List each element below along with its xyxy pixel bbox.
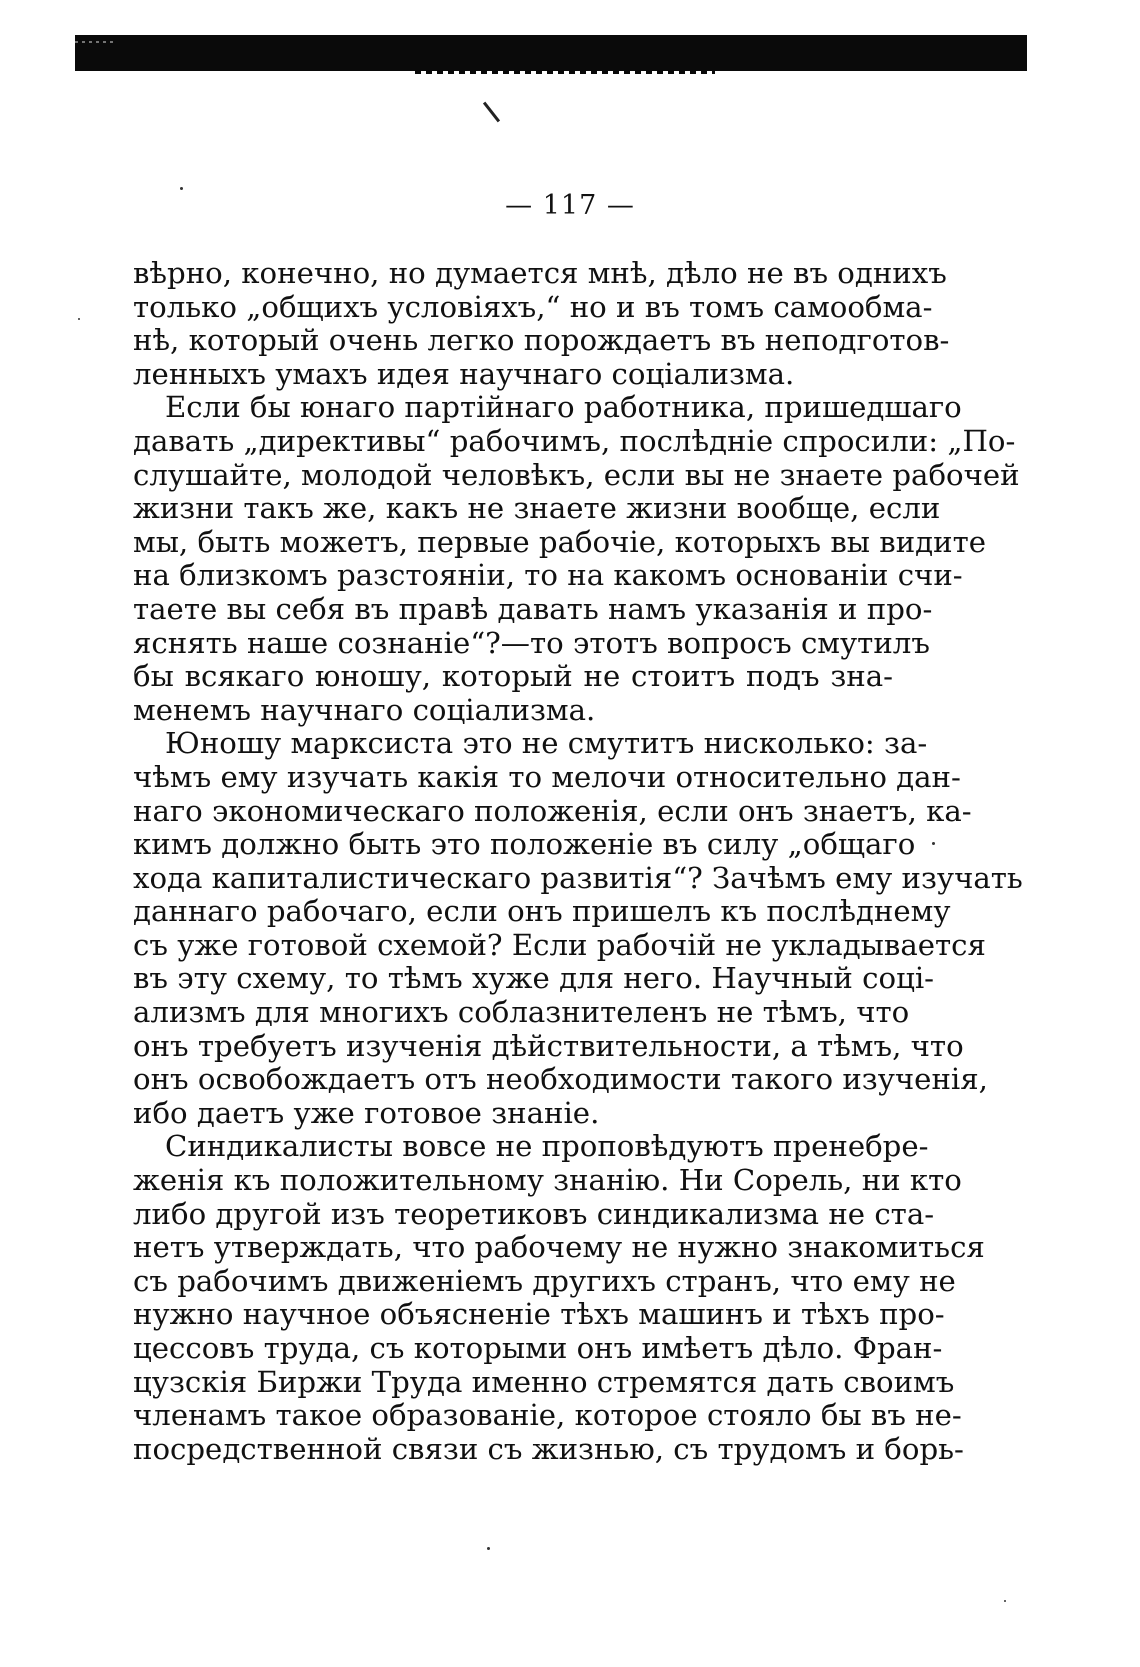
text-line: съ уже готовой схемой? Если рабочій не укладывается (133, 927, 986, 962)
text-line: вѣрно, конечно, но думается мнѣ, дѣло не въ однихъ (133, 256, 947, 290)
text-line: таете вы себя въ правѣ давать намъ указанія и про- (133, 591, 933, 626)
text-line: посредственной связи съ жизнью, съ трудомъ и борь- (133, 1431, 964, 1466)
scan-edge-bar (75, 35, 1027, 71)
page-number: — 117 — (505, 190, 635, 221)
text-line: членамъ такое образованіе, которое стояло бы въ не- (133, 1398, 962, 1433)
dust-speck (487, 1547, 490, 1550)
text-line: женія къ положительному знанію. Ни Сорель, ни кто (133, 1163, 962, 1198)
text-line: нужно научное объясненіе тѣхъ машинъ и тѣхъ про- (133, 1297, 945, 1332)
text-line: съ рабочимъ движеніемъ другихъ странъ, что ему не (133, 1263, 956, 1298)
text-line: менемъ научнаго соціализма. (133, 692, 596, 727)
text-line: только „общихъ условіяхъ,“ но и въ томъ самообма- (133, 289, 933, 324)
text-line: онъ освобождаетъ отъ необходимости такого изученія, (133, 1062, 988, 1097)
text-line: хода капиталистическаго развитія“? Зачѣмъ ему изучать (133, 860, 1023, 895)
text-line: ибо даетъ уже готовое знаніе. (133, 1095, 600, 1130)
text-line: кимъ должно быть это положеніе въ силу „общаго (133, 827, 916, 862)
dust-speck (78, 318, 80, 320)
text-line: яснять наше сознаніе“?—то этотъ вопросъ смутилъ (133, 625, 930, 660)
text-line: Юношу марксиста это не смутитъ нисколько: за- (165, 726, 928, 761)
text-line: Синдикалисты вовсе не проповѣдуютъ пренебре- (165, 1129, 929, 1164)
text-line: онъ требуетъ изученія дѣйствительности, а тѣмъ, что (133, 1028, 964, 1063)
text-line: жизни такъ же, какъ не знаете жизни вообще, если (133, 491, 941, 526)
text-line: мы, быть можетъ, первые рабочіе, которыхъ вы видите (133, 524, 987, 559)
text-line: Если бы юнаго партійнаго работника, пришедшаго (165, 390, 962, 425)
dust-speck (932, 842, 935, 845)
text-line: бы всякаго юношу, который не стоитъ подъ зна- (133, 659, 893, 694)
text-line: нѣ, который очень легко порождаетъ въ неподготов- (133, 323, 950, 358)
text-line: въ эту схему, то тѣмъ хуже для него. Научный соці- (133, 961, 935, 996)
text-line: чѣмъ ему изучать какія то мелочи относительно дан- (133, 759, 961, 794)
text-line: слушайте, молодой человѣкъ, если вы не знаете рабочей (133, 457, 1020, 492)
text-line: ализмъ для многихъ соблазнителенъ не тѣмъ, что (133, 995, 910, 1030)
body-text (133, 256, 1023, 1466)
text-line: цессовъ труда, съ которыми онъ имѣетъ дѣло. Фран- (133, 1331, 943, 1365)
text-line: на близкомъ разстояніи, то на какомъ основаніи счи- (133, 558, 963, 593)
text-line: давать „директивы“ рабочимъ, послѣдніе спросили: „По- (133, 423, 1016, 458)
text-line: нетъ утверждать, что рабочему не нужно знакомиться (133, 1230, 985, 1265)
dust-speck (1004, 1600, 1006, 1602)
text-line: наго экономическаго положенія, если онъ знаетъ, ка- (133, 793, 972, 828)
text-line: цузскія Биржи Труда именно стремятся дать своимъ (133, 1364, 955, 1399)
text-line: даннаго рабочаго, если онъ пришелъ къ послѣднему (133, 894, 951, 929)
text-line: ленныхъ умахъ идея научнаго соціализма. (133, 356, 795, 391)
scan-mark (483, 102, 500, 123)
text-line: либо другой изъ теоретиковъ синдикализма не ста- (133, 1196, 935, 1231)
